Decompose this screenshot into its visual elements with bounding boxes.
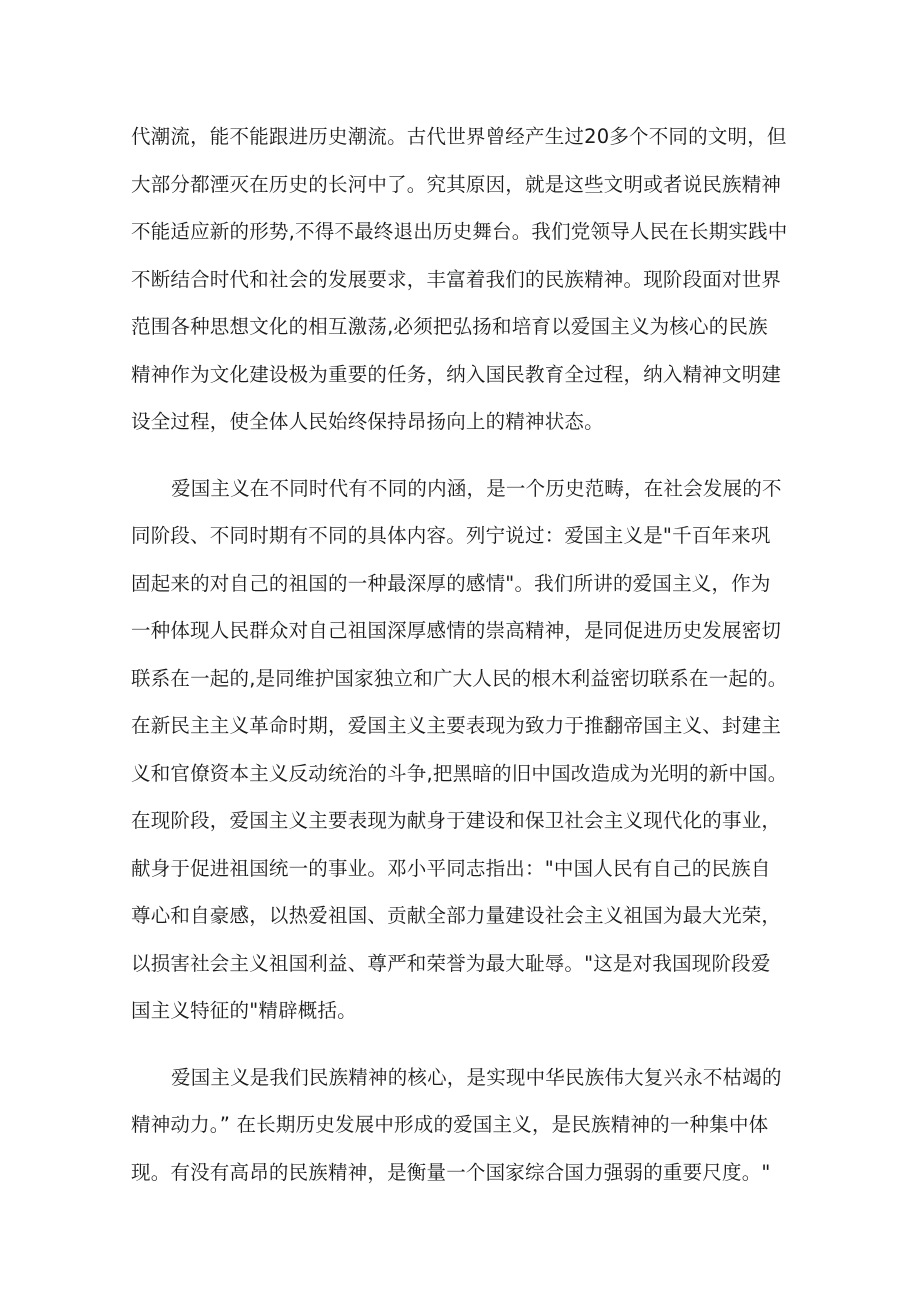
paragraph-2 [131,465,796,1035]
text-line: 大部分都湮灭在历史的长河中了。究其原因，就是这些文明或者说民族精神 [131,172,782,196]
text-line: 不断结合时代和社会的发展要求，丰富着我们的民族精神。现阶段面对世界 [131,267,782,291]
paragraph-spacer [131,446,796,465]
paragraph-spacer [131,1035,796,1054]
document-body [131,113,796,1196]
text-line: 联系在一起的,是同维护国家独立和广大人民的根木利益密切联系在一起的。 [131,666,788,690]
text-line: 精神作为文化建设极为重要的任务，纳入国民教育全过程，纳入精神文明建 [131,362,782,386]
text-line: 爱国主义是我们民族精神的核心，是实现中华民族伟大复兴永不枯竭的 [171,1065,782,1089]
text-line: 献身于促进祖国统一的事业。邓小平同志指出："中国人民有自己的民族自 [131,856,771,880]
text-line: 固起来的对自己的祖国的一种最深厚的感情"。我们所讲的爱国主义，作为 [131,571,771,595]
text-line: 设全过程，使全体人民始终保持昂扬向上的精神状态。 [131,410,604,433]
paragraph-1 [131,113,796,446]
text-line: 尊心和自豪感，以热爱祖国、贡献全部力量建设社会主义祖国为最大光荣， [131,904,782,927]
paragraph-3 [131,1054,796,1197]
text-line: 同阶段、不同时期有不同的具体内容。列宁说过：爱国主义是"千百年来巩 [131,524,771,547]
text-line: 范围各种思想文化的相互激荡,必须把弘扬和培育以爱国主义为核心的民族 [131,315,768,338]
text-line: 以损害社会主义祖国利益、尊严和荣誉为最大耻辱。"这是对我国现阶段爱 [131,951,771,975]
text-line: 国主义特征的"精辟概括。 [131,999,357,1022]
text-line: 在新民主主义革命时期，爱国主义主要表现为致力于推翻帝国主义、封建主 [131,714,782,737]
text-line: 义和官僚资本主义反动统治的斗争,把黑暗的旧中国改造成为光明的新中国。 [131,761,788,785]
text-line: 精神动力。” 在长期历史发展中形成的爱国主义，是民族精神的一种集中体 [131,1113,769,1136]
text-line: 在现阶段，爱国主义主要表现为献身于建设和保卫社会主义现代化的事业， [131,809,782,832]
text-line: 爱国主义在不同时代有不同的内涵，是一个历史范畴，在社会发展的不 [171,476,782,500]
text-line: 现。有没有高昂的民族精神，是衡量一个国家综合国力强弱的重要尺度。" [131,1160,771,1184]
text-line: 不能适应新的形势,不得不最终退出历史舞台。我们党领导人民在长期实践中 [131,220,788,243]
text-line: 代潮流，能不能跟进历史潮流。古代世界曾经产生过20多个不同的文明，但 [131,125,787,148]
text-line: 一种体现人民群众对自己祖国深厚感情的崇高精神，是同促进历史发展密切 [131,619,782,642]
